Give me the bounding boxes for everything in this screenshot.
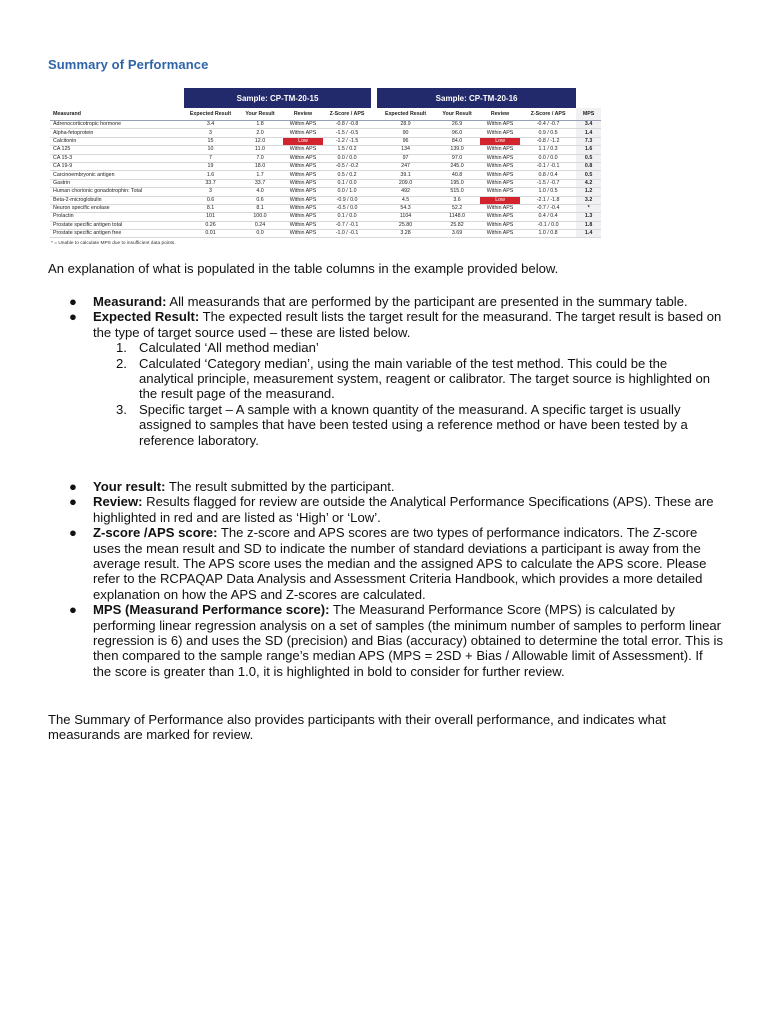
list-item-text: Calculated ‘Category median’, using the main variable of the test method. This could be the analytical principle, measurement system, reagent or calibrator. The target source is highlighted on the result page of the measurand. <box>139 355 711 402</box>
table-row <box>50 179 601 187</box>
table-row <box>50 213 601 221</box>
cell-mps: 0.5 <box>576 171 601 179</box>
cell-mps: 1.6 <box>576 146 601 154</box>
cell-y1: 8.1 <box>237 204 283 212</box>
cell-m: Human chorionic gonadotrophin: Total <box>50 188 184 196</box>
list-item-zscore <box>48 525 724 602</box>
cell-z2: 0.9 / 0.5 <box>520 129 576 137</box>
cell-z1: -1.0 / -0.1 <box>323 230 371 238</box>
table-row <box>50 129 601 137</box>
cell-e1: 101 <box>184 213 237 221</box>
cell-y1: 18.0 <box>237 162 283 170</box>
bullet-list-2 <box>48 479 724 679</box>
cell-y2: 40.8 <box>434 171 480 179</box>
cell-z2: 1.1 / 0.3 <box>520 146 576 154</box>
cell-r1: Within APS <box>283 179 323 187</box>
col-header-zscore-1: Z-Score / APS <box>323 108 371 121</box>
cell-r1: Within APS <box>283 146 323 154</box>
cell-z1: 0.0 / 1.0 <box>323 188 371 196</box>
table-row <box>50 171 601 179</box>
bullet-icon: ● <box>69 309 77 325</box>
col-header-zscore-2: Z-Score / APS <box>520 108 576 121</box>
cell-z1: -0.8 / -0.8 <box>323 121 371 129</box>
desc-measurand: All measurands that are performed by the participant are presented in the summary table. <box>166 294 688 309</box>
cell-r1: Within APS <box>283 213 323 221</box>
cell-z2: -0.1 / 0.0 <box>520 221 576 229</box>
cell-z2: -0.4 / -0.7 <box>520 121 576 129</box>
cell-e2: 209.0 <box>377 179 434 187</box>
cell-z2: 1.0 / 0.5 <box>520 188 576 196</box>
cell-z2: -2.1 / -1.8 <box>520 196 576 204</box>
cell-y1: 1.8 <box>237 121 283 129</box>
cell-e1: 0.01 <box>184 230 237 238</box>
cell-mps: 1.4 <box>576 230 601 238</box>
sample-1-header: Sample: CP-TM-20-15 <box>184 88 371 108</box>
col-header-measurand: Measurand <box>50 108 184 121</box>
cell-r1: Low <box>283 137 323 145</box>
desc-expected-result: The expected result lists the target result for the measurand. The target result is based on the type of target source used – these are listed below. <box>93 309 722 340</box>
page-heading: Summary of Performance <box>48 57 209 72</box>
col-header-review-1: Review <box>283 108 323 121</box>
cell-e2: 39.1 <box>377 171 434 179</box>
cell-r1: Within APS <box>283 204 323 212</box>
cell-r1: Within APS <box>283 196 323 204</box>
cell-e1: 3.4 <box>184 121 237 129</box>
cell-r2: Within APS <box>480 213 520 221</box>
desc-zscore: The z-score and APS scores are two types of performance indicators. The Z-score uses the mean result and SD to indicate the number of standard deviations a participant is away from the average result. The APS score uses the median and the assigned APS to calculate the APS score. Please refer to the RCPAQAP Data Analysis and Assessment Criteria Handbook, which provides a more detailed explanation on how the APS and Z-scores are calculated. <box>93 525 707 602</box>
list-item <box>93 356 724 402</box>
cell-z1: -0.5 / 0.0 <box>323 204 371 212</box>
cell-e2: 1104 <box>377 213 434 221</box>
cell-e2: 90 <box>377 129 434 137</box>
cell-y2: 25.82 <box>434 221 480 229</box>
cell-e1: 33.7 <box>184 179 237 187</box>
cell-mps: 7.3 <box>576 137 601 145</box>
cell-z2: 0.4 / 0.4 <box>520 213 576 221</box>
list-item <box>93 340 724 355</box>
cell-y1: 33.7 <box>237 179 283 187</box>
cell-e1: 8.1 <box>184 204 237 212</box>
cell-y2: 84.0 <box>434 137 480 145</box>
cell-z1: -0.7 / -0.1 <box>323 221 371 229</box>
cell-m: Carcinoembryonic antigen <box>50 171 184 179</box>
cell-r2: Within APS <box>480 154 520 162</box>
cell-e1: 0.6 <box>184 196 237 204</box>
cell-mps: 0.5 <box>576 154 601 162</box>
cell-r2: Within APS <box>480 129 520 137</box>
cell-e2: 28.9 <box>377 121 434 129</box>
col-header-expected-1: Expected Result <box>184 108 237 121</box>
col-header-your-1: Your Result <box>237 108 283 121</box>
cell-z1: 0.0 / 0.0 <box>323 154 371 162</box>
cell-y1: 1.7 <box>237 171 283 179</box>
term-review: Review: <box>93 494 143 510</box>
cell-z2: 0.0 / 0.0 <box>520 154 576 162</box>
bullet-icon: ● <box>69 602 77 618</box>
list-item-text: Calculated ‘All method median’ <box>139 340 319 356</box>
cell-m: CA 125 <box>50 146 184 154</box>
column-header-row <box>50 108 601 121</box>
cell-r2: Low <box>480 137 520 145</box>
cell-y2: 1148.0 <box>434 213 480 221</box>
cell-z1: 0.5 / 0.2 <box>323 171 371 179</box>
cell-m: Neuron specific enolase <box>50 204 184 212</box>
term-your-result: Your result: <box>93 479 166 494</box>
cell-m: Calcitonin <box>50 137 184 145</box>
cell-e1: 1.6 <box>184 171 237 179</box>
cell-r1: Within APS <box>283 188 323 196</box>
cell-m: Adrenocorticotropic hormone <box>50 121 184 129</box>
table-row <box>50 188 601 196</box>
cell-e1: 3 <box>184 129 237 137</box>
cell-y1: 4.0 <box>237 188 283 196</box>
cell-mps: 1.4 <box>576 129 601 137</box>
cell-mps: 3.2 <box>576 196 601 204</box>
sample-header-row <box>50 88 601 108</box>
table-row <box>50 146 601 154</box>
cell-r1: Within APS <box>283 121 323 129</box>
desc-review: Results flagged for review are outside the Analytical Performance Specifications (APS). These are highlighted in red and are listed as ‘High’ or ‘Low’. <box>93 494 714 525</box>
sample-2-header: Sample: CP-TM-20-16 <box>377 88 576 108</box>
cell-e2: 4.5 <box>377 196 434 204</box>
cell-r2: Within APS <box>480 230 520 238</box>
cell-y1: 0.24 <box>237 221 283 229</box>
col-header-expected-2: Expected Result <box>377 108 434 121</box>
target-source-list <box>93 340 724 448</box>
term-mps: MPS (Measurand Performance score): <box>93 602 330 618</box>
cell-y1: 0.6 <box>237 196 283 204</box>
cell-mps: 3.4 <box>576 121 601 129</box>
table-footnote: * = Unable to calculate MPS due to insufficient data points. <box>51 241 176 247</box>
cell-y1: 12.0 <box>237 137 283 145</box>
cell-r2: Within APS <box>480 121 520 129</box>
list-item-your-result <box>48 479 724 494</box>
bullet-icon: ● <box>69 294 77 309</box>
cell-r1: Within APS <box>283 230 323 238</box>
table-row <box>50 196 601 204</box>
cell-y2: 245.0 <box>434 162 480 170</box>
summary-of-performance-table <box>50 88 601 238</box>
cell-r2: Within APS <box>480 162 520 170</box>
cell-e2: 97 <box>377 154 434 162</box>
cell-r2: Within APS <box>480 146 520 154</box>
cell-r1: Within APS <box>283 129 323 137</box>
cell-y1: 100.0 <box>237 213 283 221</box>
cell-z2: -0.1 / -0.1 <box>520 162 576 170</box>
list-number: 2. <box>116 355 127 371</box>
cell-e2: 96 <box>377 137 434 145</box>
cell-m: Prostate specific antigen total <box>50 221 184 229</box>
cell-r2: Within APS <box>480 179 520 187</box>
cell-mps: 1.8 <box>576 221 601 229</box>
cell-r2: Within APS <box>480 188 520 196</box>
cell-m: Prostate specific antigen free <box>50 230 184 238</box>
cell-e1: 15 <box>184 137 237 145</box>
cell-z1: -1.2 / -1.5 <box>323 137 371 145</box>
table-row <box>50 221 601 229</box>
cell-y2: 97.0 <box>434 154 480 162</box>
cell-y1: 7.0 <box>237 154 283 162</box>
col-header-review-2: Review <box>480 108 520 121</box>
blank-cell <box>50 88 184 108</box>
table-row <box>50 230 601 238</box>
col-header-mps: MPS <box>576 108 601 121</box>
cell-mps: * <box>576 204 601 212</box>
cell-m: Prolactin <box>50 213 184 221</box>
cell-r2: Within APS <box>480 221 520 229</box>
table-row <box>50 162 601 170</box>
intro-paragraph: An explanation of what is populated in the table columns in the example provided below. <box>48 261 559 276</box>
cell-y1: 2.0 <box>237 129 283 137</box>
cell-z1: -0.5 / -0.2 <box>323 162 371 170</box>
cell-z1: 0.1 / 0.0 <box>323 179 371 187</box>
cell-e1: 7 <box>184 154 237 162</box>
cell-z2: 0.8 / 0.4 <box>520 171 576 179</box>
cell-e2: 54.3 <box>377 204 434 212</box>
blank-cell <box>576 88 601 108</box>
cell-mps: 1.2 <box>576 188 601 196</box>
cell-mps: 0.8 <box>576 162 601 170</box>
cell-y2: 3.6 <box>434 196 480 204</box>
cell-r1: Within APS <box>283 221 323 229</box>
desc-mps: The Measurand Performance Score (MPS) is calculated by performing linear regression analysis on a set of samples (the minimum number of samples to perform linear regression is 6) and uses the SD (precision) and Bias (accuracy) obtained to determine the total error. This is then compared to the sample range’s median APS (MPS = 2SD + Bias / Allowable limit of Assessment). If the score is greater than 1.0, it is highlighted in bold to consider for further review. <box>93 602 724 679</box>
cell-y2: 96.0 <box>434 129 480 137</box>
cell-r2: Within APS <box>480 171 520 179</box>
term-measurand: Measurand: <box>93 294 167 309</box>
cell-y1: 0.0 <box>237 230 283 238</box>
table-row <box>50 121 601 129</box>
cell-e1: 10 <box>184 146 237 154</box>
cell-e2: 134 <box>377 146 434 154</box>
cell-m: Gastrin <box>50 179 184 187</box>
cell-r2: Within APS <box>480 204 520 212</box>
list-item <box>93 402 724 448</box>
bullet-icon: ● <box>69 525 77 541</box>
term-expected-result: Expected Result: <box>93 309 200 325</box>
cell-e1: 0.26 <box>184 221 237 229</box>
closing-paragraph: The Summary of Performance also provides participants with their overall performance, and indicates what measurands are marked for review. <box>48 712 666 743</box>
col-header-your-2: Your Result <box>434 108 480 121</box>
cell-y1: 11.0 <box>237 146 283 154</box>
cell-mps: 1.3 <box>576 213 601 221</box>
cell-m: Beta-2-microglobulin <box>50 196 184 204</box>
bullet-icon: ● <box>69 494 77 510</box>
cell-e2: 25.80 <box>377 221 434 229</box>
cell-e1: 19 <box>184 162 237 170</box>
cell-e1: 3 <box>184 188 237 196</box>
cell-z2: -0.7 / -0.4 <box>520 204 576 212</box>
cell-y2: 515.0 <box>434 188 480 196</box>
cell-z1: -0.9 / 0.0 <box>323 196 371 204</box>
cell-r1: Within APS <box>283 162 323 170</box>
list-number: 3. <box>116 401 127 417</box>
bullet-icon: ● <box>69 479 77 494</box>
cell-r1: Within APS <box>283 154 323 162</box>
cell-z1: 1.5 / 0.2 <box>323 146 371 154</box>
list-number: 1. <box>116 340 127 356</box>
cell-z2: 1.0 / 0.8 <box>520 230 576 238</box>
cell-z2: -1.5 / -0.7 <box>520 179 576 187</box>
term-zscore: Z-score /APS score: <box>93 525 218 541</box>
list-item-expected-result <box>48 309 724 448</box>
cell-mps: 4.2 <box>576 179 601 187</box>
cell-e2: 3.28 <box>377 230 434 238</box>
list-item-mps <box>48 602 724 679</box>
bullet-list-1 <box>48 294 724 448</box>
table-row <box>50 137 601 145</box>
cell-y2: 195.0 <box>434 179 480 187</box>
cell-y2: 52.2 <box>434 204 480 212</box>
cell-e2: 492 <box>377 188 434 196</box>
list-item-text: Specific target – A sample with a known quantity of the measurand. A specific target is usually assigned to samples that have been tested using a reference method or have been tested by a reference laboratory. <box>139 401 688 448</box>
table-row <box>50 154 601 162</box>
list-item-measurand <box>48 294 724 309</box>
cell-m: CA 15-3 <box>50 154 184 162</box>
cell-z2: -0.8 / -1.2 <box>520 137 576 145</box>
cell-r1: Within APS <box>283 171 323 179</box>
cell-m: Alpha-fetoprotein <box>50 129 184 137</box>
desc-your-result: The result submitted by the participant. <box>165 479 395 494</box>
table-row <box>50 204 601 212</box>
cell-y2: 3.69 <box>434 230 480 238</box>
cell-z1: 0.1 / 0.0 <box>323 213 371 221</box>
cell-m: CA 19-9 <box>50 162 184 170</box>
cell-y2: 26.9 <box>434 121 480 129</box>
cell-r2: Low <box>480 196 520 204</box>
list-item-review <box>48 494 724 525</box>
cell-y2: 139.0 <box>434 146 480 154</box>
summary-table-container <box>50 88 601 246</box>
cell-z1: -1.5 / -0.5 <box>323 129 371 137</box>
cell-e2: 247 <box>377 162 434 170</box>
